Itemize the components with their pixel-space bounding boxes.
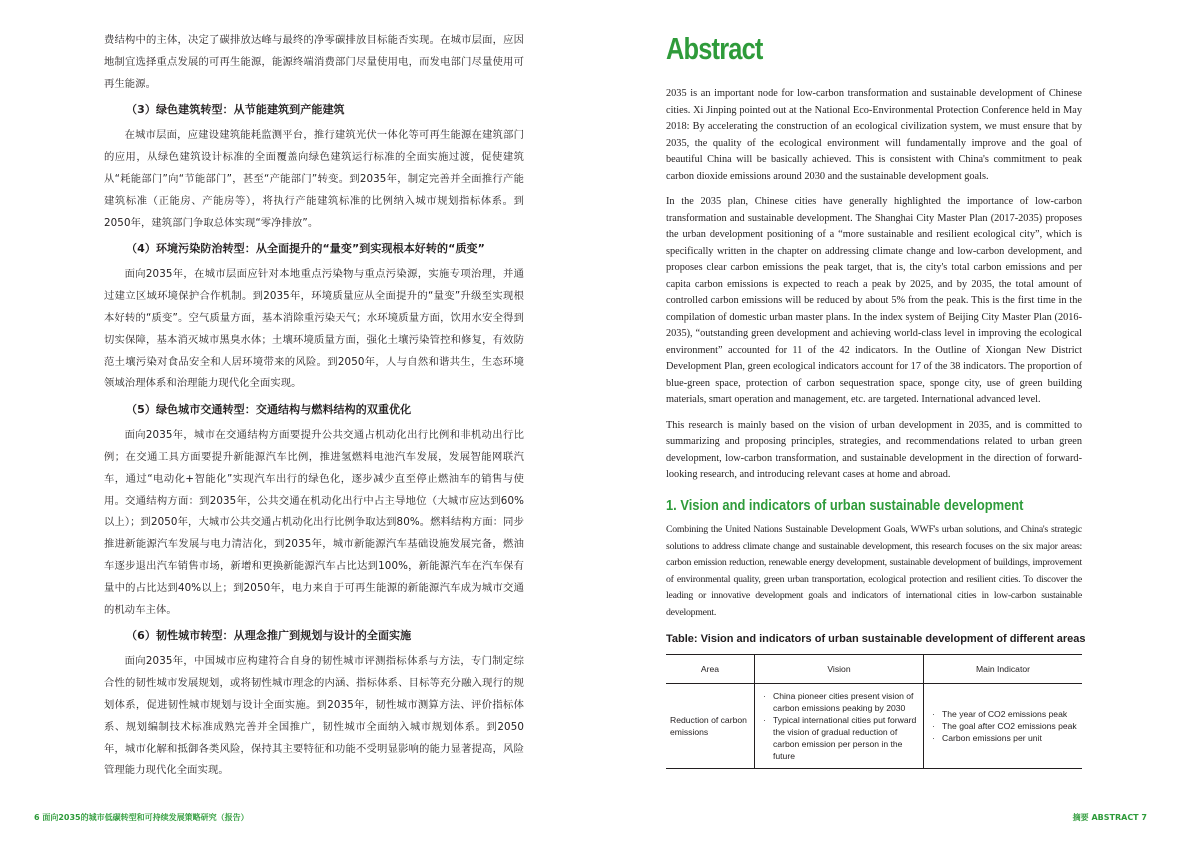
right-page-body (666, 30, 1086, 769)
table-cell-area: Reduction of carbon emissions (666, 683, 755, 768)
footer-left: 6 面向2035的城市低碳转型和可持续发展策略研究（报告） (34, 813, 249, 822)
table-header-row (666, 654, 1082, 683)
heading-green-transport: （5）绿色城市交通转型：交通结构与燃料结构的双重优化 (126, 403, 412, 417)
footer-right: 摘要 ABSTRACT 7 (1072, 813, 1147, 822)
indicator-item: · Carbon emissions per unit (942, 732, 1078, 744)
heading-pollution-control: （4）环境污染防治转型：从全面提升的“量变”到实现根本好转的“质变” (126, 242, 485, 256)
paragraph-resilient-city: 面向2035年，中国城市应构建符合自身的韧性城市评测指标体系与方法，专门制定综合性的韧性城市发展规划，或将韧性城市理念的内涵、指标体系、目标等充分融入现行的规划体系，促进韧性城市规划与设计全面实施。到2035年，韧性城市测算方法、评价指标体系、规划编制技术标准成熟完善并全国推广，韧性城市全面纳入城市规划体系。到2050年，城市化解和抵御各类风险，保持其主要特征和功能不受明显影响的能力显著提高，风险管理能力现代化全面实现。 (104, 655, 524, 777)
abstract-title: Abstract (666, 31, 763, 66)
paragraph-pollution-control: 面向2035年，在城市层面应针对本地重点污染物与重点污染源，实施专项治理，并通过建立区域环境保护合作机制。到2035年，环境质量应从全面提升的“量变”升级至实现根本好转的“质变”。空气质量方面，基本消除重污染天气；水环境质量方面，饮用水安全得到切实保障，基本消灭城市黑臭水体；土壤环境质量方面，强化土壤污染管控和修复，有效防范土壤污染对食品安全和人居环境带来的风险。到2050年，人与自然和谐共生，生态环境领域治理体系和治理能力现代化全面实现。 (104, 268, 524, 390)
heading-green-building: （3）绿色建筑转型：从节能建筑到产能建筑 (126, 103, 345, 117)
paragraph-green-transport: 面向2035年，城市在交通结构方面要提升公共交通占机动化出行比例和非机动出行比例；在交通工具方面要提升新能源汽车比例，推进氢燃料电池汽车发展，发展智能网联汽车，通过“电动化+智能化”实现汽车出行的绿色化，逐步减少直至停止燃油车的销售与使用。交通结构方面：到2035年，公共交通在机动化出行中占主导地位（大城市应达到60%以上）；到2050年，大城市公共交通占机动化出行比例争取达到80%。燃料结构方面：同步推进新能源汽车发展与电力清洁化，到2035年，城市新能源汽车基础设施发展完备，燃油车逐步退出汽车销售市场，新增和更换新能源汽车占比达到100%，新能源汽车在汽车保有量中的占比达到40%以上；到2050年，电力来自于可再生能源的新能源汽车成为城市交通的机动车主体。 (104, 429, 524, 616)
section-body: Combining the United Nations Sustainable Development Goals, WWF's urban solutions, and China's strategic solutions to address climate change and sustainable development, this research focuses on the six major areas: carbon emission reduction, renewable energy development, sustainable development of buildings, improvement of environmental quality, green urban transportation, ecological protection and resilient cities. To discover the leading or innovative development goals and indicators of international cities in low-carbon sustainable development. (666, 524, 1082, 618)
paragraph-green-building: 在城市层面，应建设建筑能耗监测平台，推行建筑光伏一体化等可再生能源在建筑部门的应用，从绿色建筑设计标准的全面覆盖向绿色建筑运行标准的全面实施过渡，促使建筑从“耗能部门”向“节能部门”，甚至“产能部门”转变。到2035年，制定完善并全面推行产能建筑标准（正能房、产能房等），将执行产能建筑标准的比例纳入城市规划指标体系。到2050年，建筑部门争取总体实现“零净排放”。 (104, 129, 524, 229)
table-cell-indicator (924, 683, 1083, 768)
indicator-item: · The year of CO2 emissions peak (942, 708, 1078, 720)
vision-item: · China pioneer cities present vision of carbon emissions peaking by 2030 (773, 690, 919, 714)
table-caption: Table: Vision and indicators of urban sustainable development of different areas (666, 633, 1086, 645)
vision-item: · Typical international cities put forward the vision of gradual reduction of carbon emission per person in the future (773, 714, 919, 762)
left-page-body (104, 30, 524, 782)
table-header-indicator: Main Indicator (924, 654, 1083, 683)
abstract-paragraph-1: 2035 is an important node for low-carbon transformation and sustainable development of Chinese cities. Xi Jinping pointed out at the National Eco-Environmental Protection Conference held in May 2018: By accelerating the construction of an ecological civilization system, we must ensure that by 2035, the quality of the ecological environment will fundamentally improve and the goal of beautiful China will be basically achieved. This is consistent with China's commitment to peak carbon dioxide emissions around 2030 and the sustainable development goals. (666, 88, 1082, 182)
table-header-vision: Vision (755, 654, 924, 683)
table-cell-vision (755, 683, 924, 768)
vision-indicator-table (666, 654, 1082, 769)
table-row (666, 683, 1082, 768)
paragraph-energy: 费结构中的主体，决定了碳排放达峰与最终的净零碳排放目标能否实现。在城市层面，应因地制宜选择重点发展的可再生能源，能源终端消费部门尽量使用电，而发电部门尽量使用可再生能源。 (104, 34, 524, 90)
section-title: 1. Vision and indicators of urban sustainable development (666, 496, 1024, 514)
heading-resilient-city: （6）韧性城市转型：从理念推广到规划与设计的全面实施 (126, 629, 412, 643)
table-header-area: Area (666, 654, 755, 683)
abstract-paragraph-2: In the 2035 plan, Chinese cities have generally highlighted the importance of low-carbon transformation and sustainable development. The Shanghai City Master Plan (2017-2035) proposes the urban development positioning of a “more sustainable and resilient ecological city”, which is specifically written in the chapter on addressing climate change and low-carbon development, and proposes clear carbon emissions the peak target, that is, the city's total carbon emissions and per capita carbon emissions is expected to reach a peak by 2025, and by 2035, the total amount of controlled carbon emissions will be reduced by about 5% from the peak. This is the first time in the compilation of domestic urban master plans. In the index system of Beijing City Master Plan (2016-2035), “outstanding green development and achieving world-class level in improving the ecological environment” accounted for 11 of the 42 indicators. In the Outline of Xiongan New District Development Plan, green ecological indicators account for 17 of the 38 indicators. The proportion of blue-green space, protection of carbon sequestration space, sponge city, use of green building materials, smart operation and management, etc. are targeted. International advanced level. (666, 196, 1082, 405)
abstract-paragraph-3: This research is mainly based on the vision of urban development in 2035, and is committed to summarizing and proposing principles, strategies, and recommendations related to urban green development, low-carbon transformation, and sustainable development in the direction of forward-looking research, and introducing relevant cases at home and abroad. (666, 419, 1082, 480)
indicator-item: · The goal after CO2 emissions peak (942, 720, 1078, 732)
